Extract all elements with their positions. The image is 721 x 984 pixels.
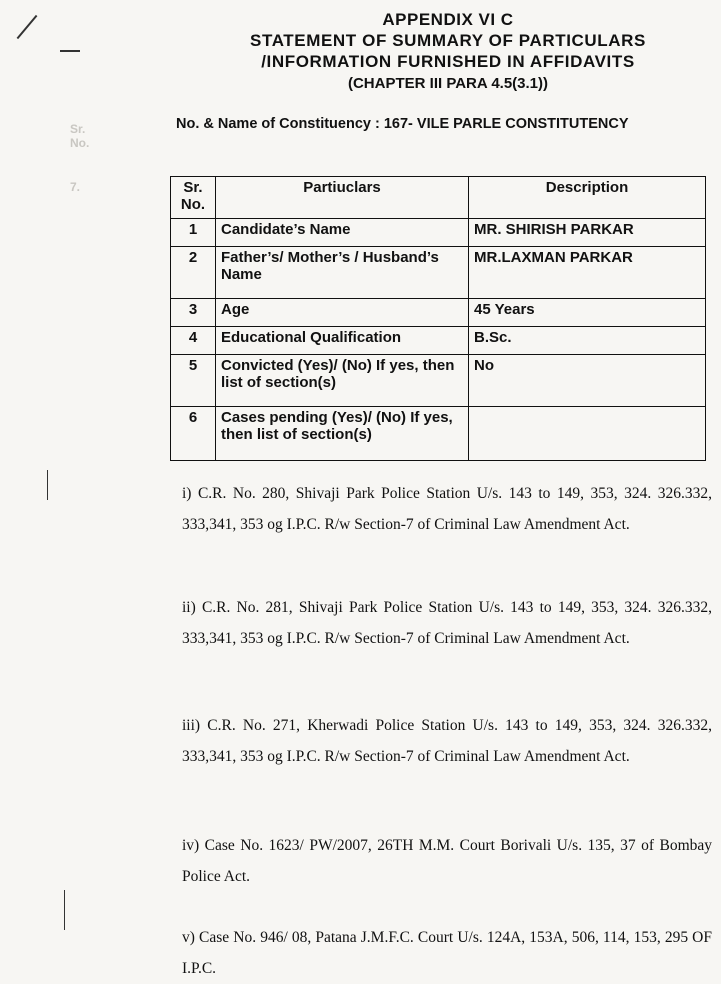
particulars-table xyxy=(170,176,706,461)
table-row xyxy=(171,407,706,461)
row-description: MR. SHIRISH PARKAR xyxy=(469,219,706,247)
table-row xyxy=(171,247,706,299)
table-row xyxy=(171,299,706,327)
scan-mark xyxy=(17,15,38,39)
scan-mark xyxy=(60,50,80,52)
appendix-title: APPENDIX VI C xyxy=(382,10,514,29)
case-item: v) Case No. 946/ 08, Patana J.M.F.C. Court U/s. 124A, 153A, 506, 114, 153, 295 OF I.P.C. xyxy=(182,929,712,977)
row-number: 3 xyxy=(171,299,216,327)
constituency-line: No. & Name of Constituency : 167- VILE PARLE CONSTITUTENCY xyxy=(176,116,629,132)
row-number: 6 xyxy=(171,407,216,461)
row-number: 4 xyxy=(171,327,216,355)
row-particular: Candidate’s Name xyxy=(216,219,469,247)
row-particular: Educational Qualification xyxy=(216,327,469,355)
table-row xyxy=(171,219,706,247)
table-row xyxy=(171,355,706,407)
row-description: MR.LAXMAN PARKAR xyxy=(469,247,706,299)
row-number: 1 xyxy=(171,219,216,247)
case-item: i) C.R. No. 280, Shivaji Park Police Station U/s. 143 to 149, 353, 324. 326.332, 333,341, 353 og I.P.C. R/w Section-7 of Criminal Law Amendment Act. xyxy=(182,485,712,533)
row-description: B.Sc. xyxy=(469,327,706,355)
row-description: 45 Years xyxy=(469,299,706,327)
table-row xyxy=(171,327,706,355)
table-header-row xyxy=(171,177,706,219)
statement-subtitle: /INFORMATION FURNISHED IN AFFIDAVITS xyxy=(261,52,635,71)
row-description: No xyxy=(469,355,706,407)
row-particular: Cases pending (Yes)/ (No) If yes, then list of section(s) xyxy=(216,407,469,461)
statement-title: STATEMENT OF SUMMARY OF PARTICULARS xyxy=(250,31,646,50)
row-particular: Age xyxy=(216,299,469,327)
row-particular: Convicted (Yes)/ (No) If yes, then list of section(s) xyxy=(216,355,469,407)
case-item: iii) C.R. No. 271, Kherwadi Police Station U/s. 143 to 149, 353, 324. 326.332, 333,341, 353 og I.P.C. R/w Section-7 of Criminal Law Amendment Act. xyxy=(182,717,712,765)
chapter-reference: (CHAPTER III PARA 4.5(3.1)) xyxy=(347,75,549,92)
header-srno: Sr. No. xyxy=(171,177,216,219)
row-number: 5 xyxy=(171,355,216,407)
row-particular: Father’s/ Mother’s / Husband’s Name xyxy=(216,247,469,299)
scan-mark xyxy=(47,470,48,500)
bleed-through: 7. xyxy=(70,180,81,194)
case-item: iv) Case No. 1623/ PW/2007, 26TH M.M. Court Borivali U/s. 135, 37 of Bombay Police Act. xyxy=(182,837,712,885)
row-number: 2 xyxy=(171,247,216,299)
bleed-through: Sr. No. xyxy=(70,122,90,150)
header-particulars: Partiuclars xyxy=(216,177,469,219)
case-item: ii) C.R. No. 281, Shivaji Park Police Station U/s. 143 to 149, 353, 324. 326.332, 333,341, 353 og I.P.C. R/w Section-7 of Criminal Law Amendment Act. xyxy=(182,599,712,647)
scan-mark xyxy=(64,890,65,930)
header-description: Description xyxy=(469,177,706,219)
row-description xyxy=(469,407,706,461)
